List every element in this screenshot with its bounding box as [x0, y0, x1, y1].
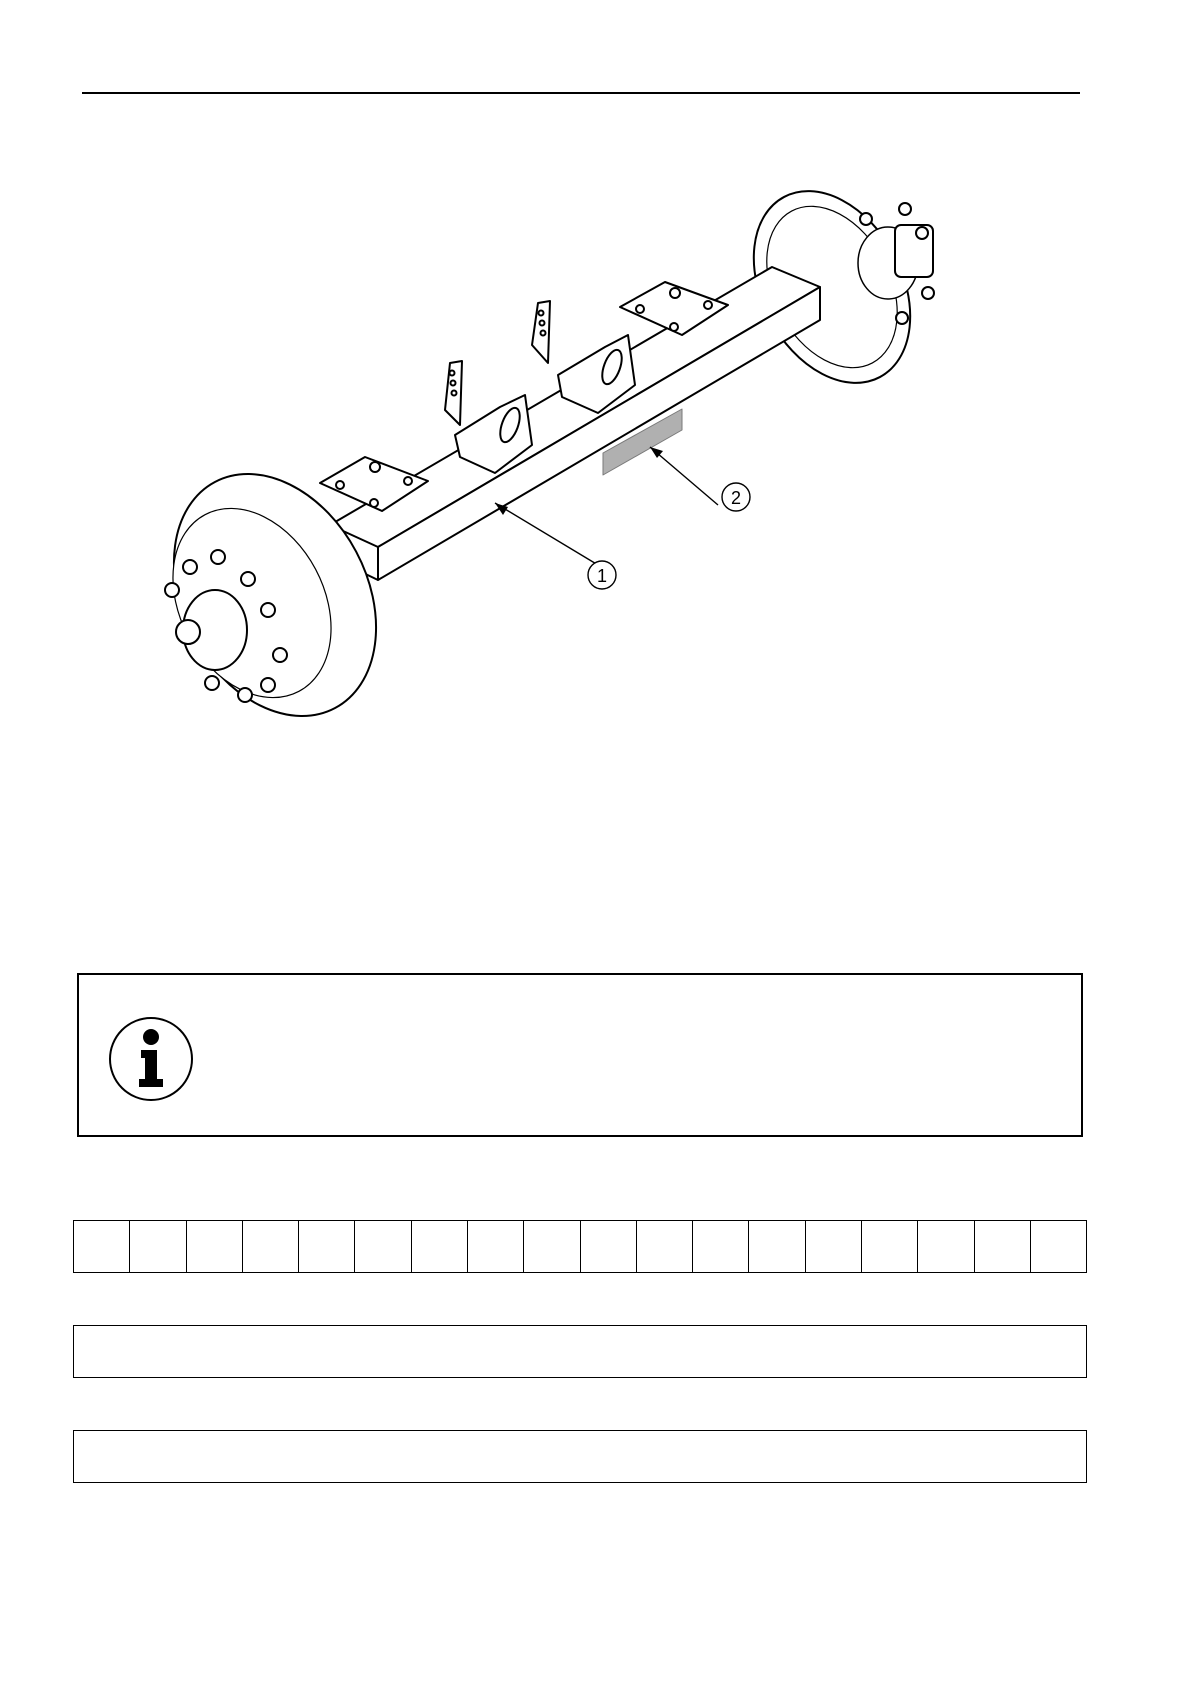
serial-cell[interactable] [1031, 1221, 1086, 1272]
serial-cell[interactable] [412, 1221, 468, 1272]
serial-cell[interactable] [468, 1221, 524, 1272]
callout-2-label: 2 [730, 488, 742, 508]
callout-2 [722, 483, 750, 511]
serial-cell[interactable] [524, 1221, 580, 1272]
entry-field-2[interactable] [73, 1430, 1087, 1483]
serial-cell[interactable] [187, 1221, 243, 1272]
serial-cell[interactable] [918, 1221, 974, 1272]
serial-cell[interactable] [355, 1221, 411, 1272]
serial-cell[interactable] [975, 1221, 1031, 1272]
serial-cell[interactable] [74, 1221, 130, 1272]
entry-field-1[interactable] [73, 1325, 1087, 1378]
serial-cell[interactable] [637, 1221, 693, 1272]
serial-cell[interactable] [243, 1221, 299, 1272]
header-rule [82, 92, 1080, 94]
serial-cell[interactable] [581, 1221, 637, 1272]
serial-cell[interactable] [862, 1221, 918, 1272]
serial-cell[interactable] [806, 1221, 862, 1272]
axle-beam [330, 267, 820, 580]
info-note-box [77, 973, 1083, 1137]
info-icon [107, 1015, 195, 1103]
hanger-bracket-right [532, 301, 635, 413]
serial-cell[interactable] [130, 1221, 186, 1272]
serial-cell[interactable] [693, 1221, 749, 1272]
serial-number-grid[interactable] [73, 1220, 1087, 1273]
callout-1 [588, 561, 616, 589]
serial-cell[interactable] [299, 1221, 355, 1272]
info-note-text [229, 1015, 1049, 1105]
serial-cell[interactable] [749, 1221, 805, 1272]
callout-1-label: 1 [596, 566, 608, 586]
axle-illustration [160, 185, 1020, 745]
